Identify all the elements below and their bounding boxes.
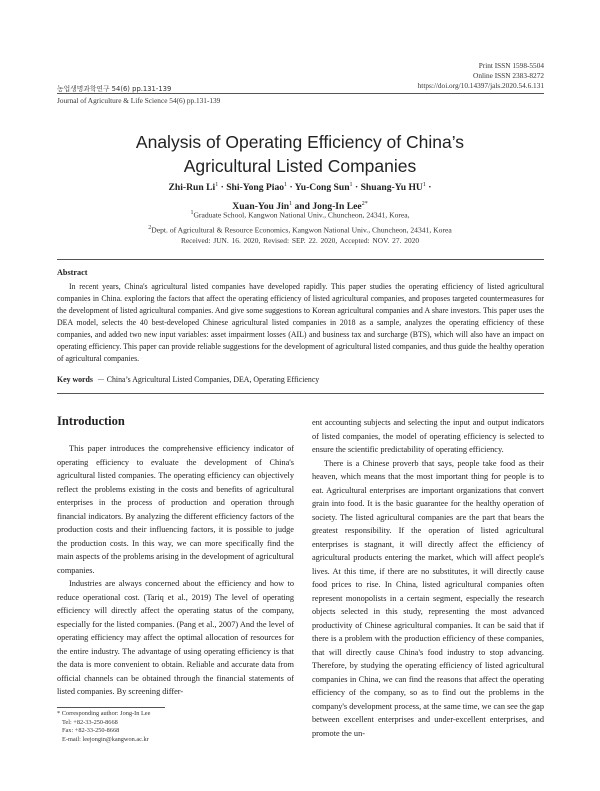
- author-line-1: Zhi-Run Li$^1$ · Shi-Yong Piao$^1$ · Yu-Cong Sun$^1$ · Shuang-Yu $HU^1$ ·: [168, 182, 432, 194]
- affiliation-1: $^1$Graduate School, Kangwon National Univ., Chuncheon, 24341, Korea,: [190, 210, 410, 220]
- author-name: Yu-Cong Sun: [294, 182, 350, 194]
- corresponding-author-footnote: [57, 710, 150, 744]
- doi-link[interactable]: https://doi.org/10.14397/jals.2020.54.6.131: [417, 81, 544, 90]
- keywords-separator: －: [96, 375, 105, 384]
- paper-title: [0, 130, 600, 178]
- author-separator: ·: [220, 182, 224, 194]
- author-name: Shuang-Yu HU: [360, 182, 423, 194]
- intro-paragraph-4: There is a Chinese proverb that says, people take food as their heaven, which means that the most important thing for people is to eat. Agricultural enterprises are important organizations that convert grain into food. It is the basic guarantee for the healthy operation of society. The listed agricultural companies are the part that bears the greatest responsibility. If the operation of listed agricultural enterprises is stagnant, it will directly affect the efficiency of agricultural products entering the market, which will affect people's lives. At this time, if there are no substitutes, it will directly cause food prices to rise. In China, listed agricultural companies often represent monopolists in a certain segment, especially the research objects selected in this study, representing the most advanced productivity of Chinese agricultural companies. It can be said that if there is a problem with the production efficiency of these companies, that will directly cause China's food industry to stop advancing. Therefore, by studying the operating efficiency of listed agricultural companies in China, we can find the reasons that affect the operating efficiency of the company, so as to find out the problems in the company's development process, at the same time, we can see the gap between excellent enterprises and under-excellent enterprises, and promote the un-: [312, 458, 544, 738]
- intro-paragraph-1: This paper introduces the comprehensive efficiency indicator of operating efficiency to evaluate the development of China's agricultural listed companies. The operating efficiency can objectively reflect the problems existing in the costs and benefits of agricultural enterprises in the process of production and operation through financial indicators. By analyzing the different efficiency factors of the production costs and their influencing factors, it is possible to judge the production costs. In this way, we can more specifically find the main aspects of the problems arising in the development of agricultural companies.: [57, 444, 294, 575]
- abstract-bottom-rule: [57, 393, 544, 394]
- author-name: Shi-Yong Piao: [226, 182, 285, 194]
- journal-english-citation: Journal of Agriculture & Life Science 54(6) pp.131-139: [57, 96, 221, 105]
- author-name: Jong-In Lee: [312, 201, 362, 213]
- title-line-2: Agricultural Listed Companies: [183, 156, 417, 176]
- intro-paragraph-2: Industries are always concerned about the efficiency and how to reduce operational cost. (Tariq et al., 2019) The level of operating efficiency will directly affect the operating status of the company, especially for the listed companies. (Pang et al., 2007) And the level of operating efficiency may affect the optimal allocation of resources for the entire industry. The advantage of using operating efficiency is that the data is more convenient to obtain. Reliable and accurate data from official channels can be obtained through the financial statements of listed companies. By screening differ-: [57, 579, 294, 696]
- keywords: [57, 374, 319, 385]
- author-conjunction: and: [294, 201, 310, 213]
- affiliation-2: $^2$Dept. of Agricultural & Resource Economics, Kangwon National Univ., Chuncheon, 24341, Korea: [148, 224, 452, 235]
- abstract-top-rule: [57, 259, 544, 260]
- affiliations: [0, 207, 600, 236]
- footnote-fax: Fax: +82-33-250-8668: [62, 727, 120, 734]
- section-heading-introduction: Introduction: [57, 414, 125, 428]
- author-name: Xuan-You Jin: [232, 201, 290, 213]
- journal-korean-citation: 농업생명과학연구 54(6) pp.131-139: [57, 85, 172, 93]
- abstract-text: In recent years, China's agricultural listed companies have developed rapidly. This paper studies the operating efficiency of listed agricultural companies in China. exploring the factors that affect the operating efficiency of listed agricultural companies, and proposes targeted countermeasures for the development of listed agricultural companies. And give some suggestions to Korean agricultural companies and A share investors. This paper uses the DEA model, selects the 40 best-developed Chinese agricultural listed companies in 2018 as a sample, analyzes the operating efficiency of these companies, and added two new input variables: asset impairment losses (AIL) and business tax and surcharge (BTS), which will also have an impact on operating efficiency. This paper can provide reliable suggestions for the development of agricultural listed companies, and thus guide the healthy operation of agricultural companies.: [57, 282, 544, 363]
- footnote-rule: [57, 707, 165, 708]
- author-separator: ·: [354, 182, 359, 194]
- journal-header-right: [418, 61, 544, 91]
- right-column: [312, 416, 544, 740]
- footnote-email[interactable]: E-mail: leejongin@kangwon.ac.kr: [62, 735, 149, 743]
- author-separator: ·: [289, 182, 293, 194]
- print-issn: Print ISSN 1598-5504: [478, 61, 544, 70]
- abstract-heading: Abstract: [57, 268, 88, 277]
- footnote-tel: Tel: +82-33-250-8668: [62, 718, 118, 726]
- online-issn: Online ISSN 2383-8272: [473, 71, 544, 80]
- header-rule: [57, 93, 544, 94]
- author-separator: ·: [428, 182, 432, 194]
- author-name: Zhi-Run Li: [168, 182, 216, 194]
- title-line-1: Analysis of Operating Efficiency of China’s: [135, 132, 465, 152]
- keywords-text: China’s Agricultural Listed Companies, DEA, Operating Efficiency: [106, 375, 320, 384]
- author-line-2: Xuan-You Jin$^1$ and Jong-In Lee$^{2*}$: [232, 201, 368, 213]
- keywords-label: Key words: [57, 375, 93, 384]
- footnote-corresponding: * Corresponding author: Jong-In Lee: [57, 710, 151, 717]
- received-dates: Received: JUN. 16. 2020, Revised: SEP. 22. 2020, Accepted: NOV. 27. 2020: [180, 236, 420, 245]
- intro-paragraph-3: ent accounting subjects and selecting the input and output indicators of listed companies, the model of operating efficiency is selected to ensure the scientific predictability of operating efficiency.: [312, 418, 544, 454]
- left-column: [57, 442, 294, 699]
